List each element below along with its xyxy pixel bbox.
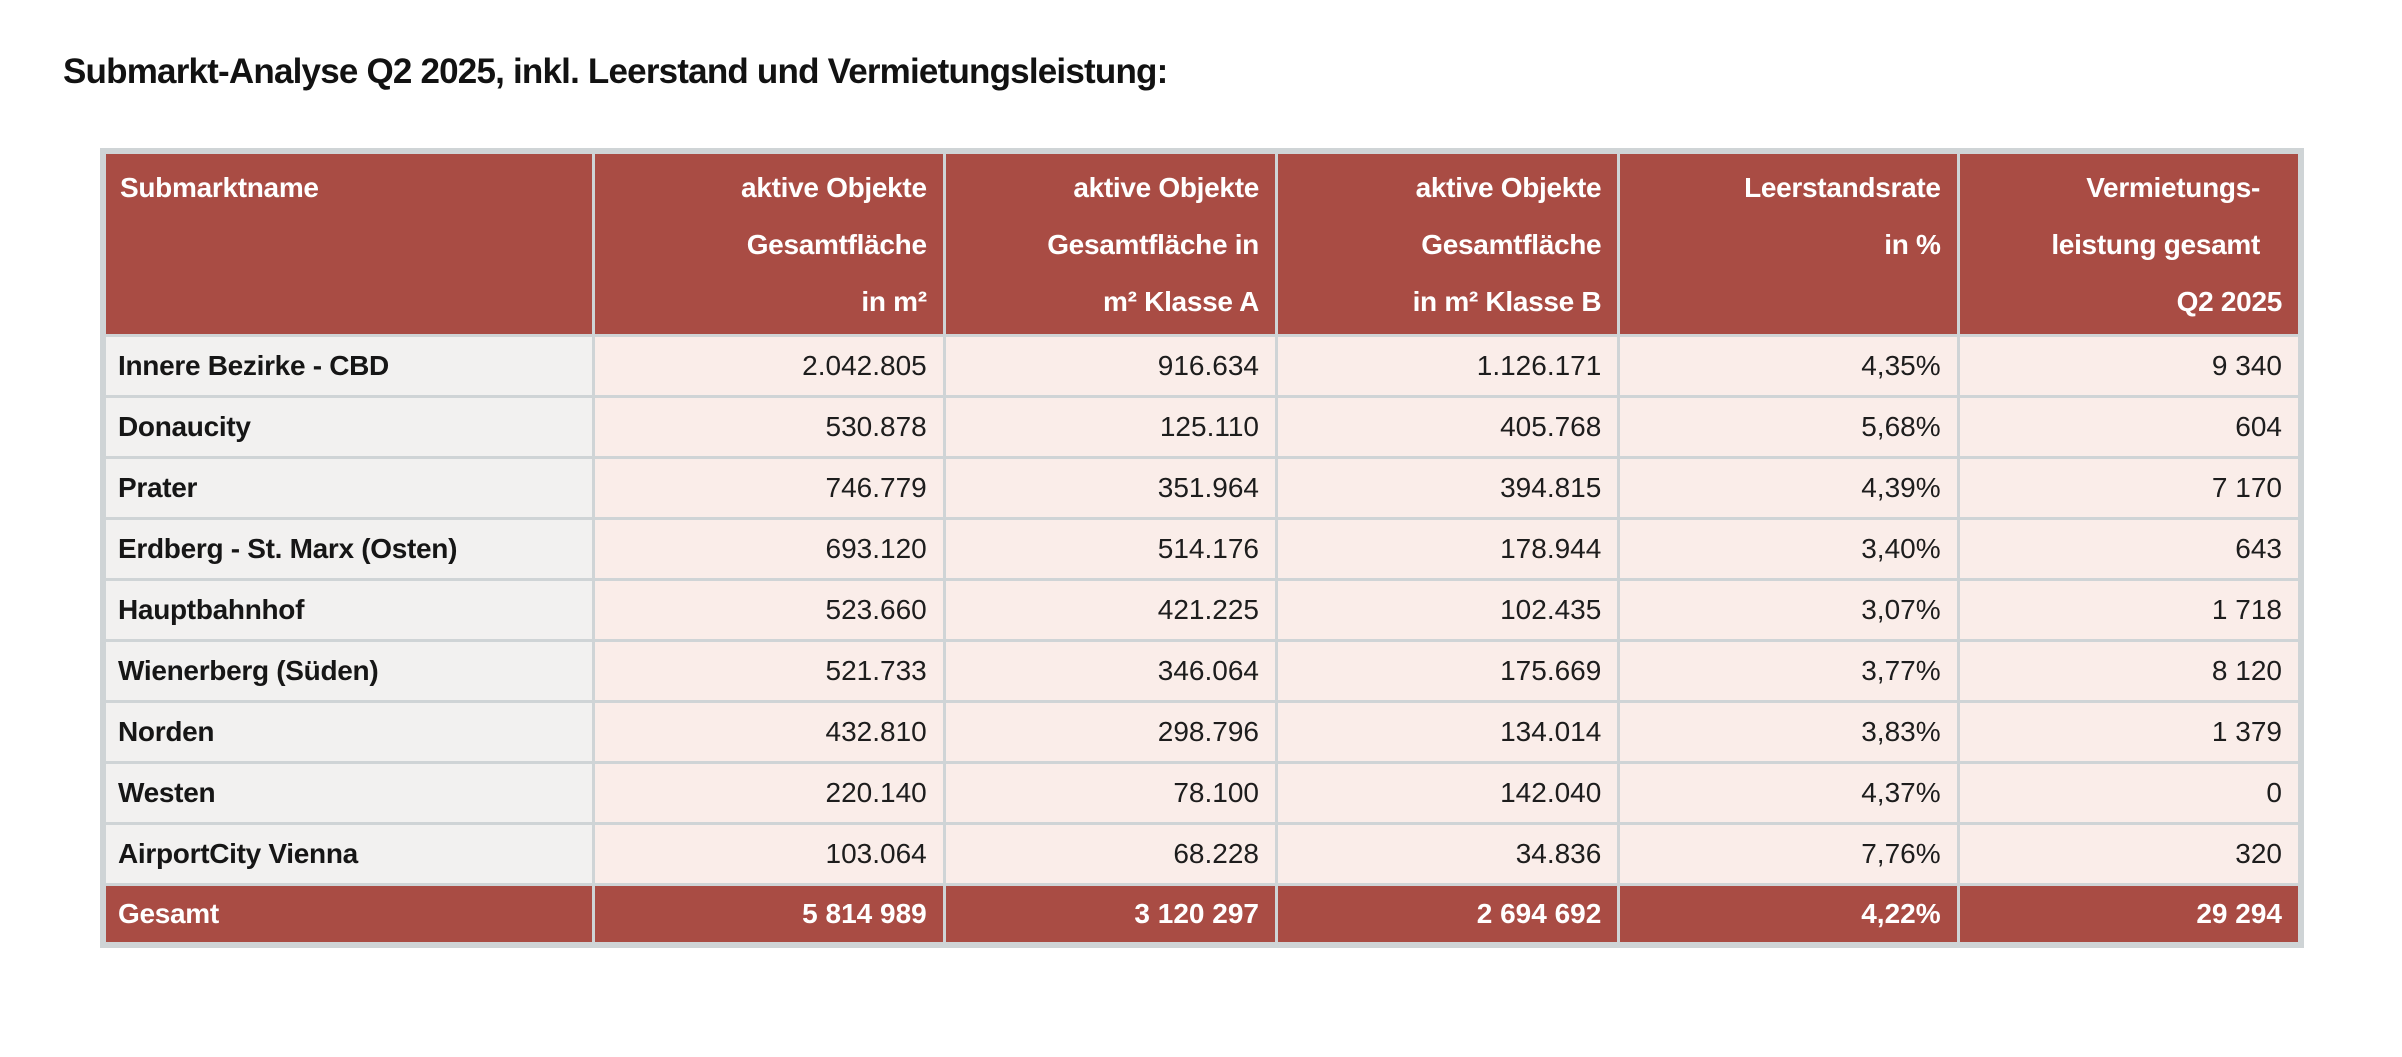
header-line — [120, 273, 576, 330]
letting-performance-cell: 7 170 — [1958, 458, 2299, 519]
vacancy-rate-cell: 3,83% — [1619, 702, 1958, 763]
total-area-cell: 530.878 — [594, 397, 944, 458]
header-row — [105, 153, 2300, 336]
header-line: in m² Klasse B — [1412, 285, 1602, 317]
class-a-area-cell: 421.225 — [944, 580, 1276, 641]
letting-performance-cell: 604 — [1958, 397, 2299, 458]
class-b-area-cell: 405.768 — [1277, 397, 1619, 458]
table-row — [105, 397, 2300, 458]
vacancy-rate-avg-cell: 4,22% — [1619, 885, 1958, 944]
header-line: leistung gesamt — [2051, 228, 2260, 260]
vacancy-rate-cell: 5,68% — [1619, 397, 1958, 458]
vacancy-rate-cell: 4,35% — [1619, 336, 1958, 397]
submarket-name-cell: Hauptbahnhof — [105, 580, 594, 641]
header-line: Vermietungs- — [2086, 171, 2260, 203]
class-a-area-cell: 78.100 — [944, 763, 1276, 824]
table-row — [105, 458, 2300, 519]
total-area-sum-cell: 5 814 989 — [594, 885, 944, 944]
submarket-name-cell: AirportCity Vienna — [105, 824, 594, 885]
class-a-area-cell: 68.228 — [944, 824, 1276, 885]
vacancy-rate-cell: 3,07% — [1619, 580, 1958, 641]
class-b-area-cell: 175.669 — [1277, 641, 1619, 702]
class-b-area-cell: 1.126.171 — [1277, 336, 1619, 397]
class-b-area-cell: 178.944 — [1277, 519, 1619, 580]
total-area-cell: 2.042.805 — [594, 336, 944, 397]
submarket-name-cell: Norden — [105, 702, 594, 763]
header-vermietungsleistung — [1958, 153, 2299, 336]
header-line: aktive Objekte — [741, 171, 927, 203]
class-b-sum-cell: 2 694 692 — [1277, 885, 1619, 944]
submarket-name-cell: Wienerberg (Süden) — [105, 641, 594, 702]
total-area-cell: 103.064 — [594, 824, 944, 885]
table-row — [105, 824, 2300, 885]
header-leerstandsrate — [1619, 153, 1958, 336]
class-a-area-cell: 916.634 — [944, 336, 1276, 397]
letting-sum-cell: 29 294 — [1958, 885, 2299, 944]
table-row — [105, 336, 2300, 397]
letting-performance-cell: 9 340 — [1958, 336, 2299, 397]
class-b-area-cell: 134.014 — [1277, 702, 1619, 763]
header-line — [1634, 273, 1940, 330]
letting-performance-cell: 1 379 — [1958, 702, 2299, 763]
class-b-area-cell: 34.836 — [1277, 824, 1619, 885]
submarket-name-cell: Prater — [105, 458, 594, 519]
table-row — [105, 641, 2300, 702]
class-a-area-cell: 514.176 — [944, 519, 1276, 580]
submarket-table — [103, 151, 2301, 945]
header-line: Gesamtfläche — [1421, 228, 1602, 260]
submarket-table-frame — [100, 148, 2304, 948]
class-a-sum-cell: 3 120 297 — [944, 885, 1276, 944]
total-label-cell: Gesamt — [105, 885, 594, 944]
class-b-area-cell: 142.040 — [1277, 763, 1619, 824]
header-line: aktive Objekte — [1415, 171, 1602, 203]
header-line: Submarktname — [120, 171, 319, 203]
letting-performance-cell: 643 — [1958, 519, 2299, 580]
header-line: in m² — [861, 285, 927, 317]
header-klasse-a — [944, 153, 1276, 336]
total-area-cell: 220.140 — [594, 763, 944, 824]
class-b-area-cell: 394.815 — [1277, 458, 1619, 519]
header-line: Gesamtfläche — [746, 228, 927, 260]
class-a-area-cell: 346.064 — [944, 641, 1276, 702]
class-a-area-cell: 125.110 — [944, 397, 1276, 458]
total-area-cell: 432.810 — [594, 702, 944, 763]
table-row — [105, 763, 2300, 824]
vacancy-rate-cell: 3,77% — [1619, 641, 1958, 702]
header-line — [120, 216, 576, 273]
table-row — [105, 702, 2300, 763]
letting-performance-cell: 320 — [1958, 824, 2299, 885]
letting-performance-cell: 1 718 — [1958, 580, 2299, 641]
class-a-area-cell: 351.964 — [944, 458, 1276, 519]
class-a-area-cell: 298.796 — [944, 702, 1276, 763]
letting-performance-cell: 0 — [1958, 763, 2299, 824]
total-row — [105, 885, 2300, 944]
total-area-cell: 521.733 — [594, 641, 944, 702]
total-area-cell: 523.660 — [594, 580, 944, 641]
header-line: Gesamtfläche in — [1047, 228, 1259, 260]
class-b-area-cell: 102.435 — [1277, 580, 1619, 641]
vacancy-rate-cell: 7,76% — [1619, 824, 1958, 885]
vacancy-rate-cell: 3,40% — [1619, 519, 1958, 580]
total-area-cell: 693.120 — [594, 519, 944, 580]
header-line: Q2 2025 — [2176, 285, 2282, 317]
total-area-cell: 746.779 — [594, 458, 944, 519]
header-gesamtflaeche — [594, 153, 944, 336]
header-submarktname — [105, 153, 594, 336]
header-line: in % — [1884, 228, 1941, 260]
vacancy-rate-cell: 4,37% — [1619, 763, 1958, 824]
letting-performance-cell: 8 120 — [1958, 641, 2299, 702]
header-line: Leerstandsrate — [1744, 171, 1941, 203]
table-row — [105, 580, 2300, 641]
vacancy-rate-cell: 4,39% — [1619, 458, 1958, 519]
submarket-name-cell: Donaucity — [105, 397, 594, 458]
header-klasse-b — [1277, 153, 1619, 336]
header-line: aktive Objekte — [1073, 171, 1259, 203]
submarket-name-cell: Innere Bezirke - CBD — [105, 336, 594, 397]
table-row — [105, 519, 2300, 580]
page-title: Submarkt-Analyse Q2 2025, inkl. Leerstand und Vermietungsleistung: — [63, 52, 1168, 91]
submarket-name-cell: Westen — [105, 763, 594, 824]
header-line: m² Klasse A — [1103, 285, 1259, 317]
submarket-name-cell: Erdberg - St. Marx (Osten) — [105, 519, 594, 580]
